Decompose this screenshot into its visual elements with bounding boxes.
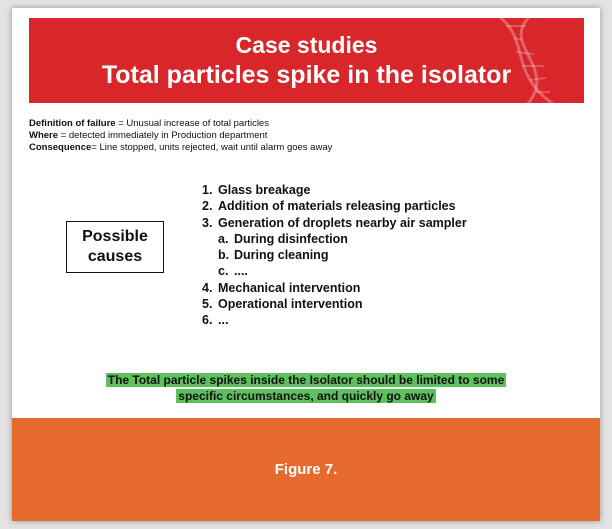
highlighted-note: [12, 373, 600, 404]
figure-footer: [12, 418, 600, 521]
figure-caption: Figure 7.: [274, 461, 338, 478]
consequence-label: Consequence: [29, 142, 92, 153]
definition-row: [29, 118, 569, 130]
causes-box-line1: Possible: [82, 228, 148, 245]
consequence-row: [29, 142, 569, 154]
figure-card: [12, 8, 600, 521]
causes-list: [202, 182, 467, 329]
list-subitem: a. During disinfection: [218, 231, 348, 246]
list-subitem: b. During cleaning: [218, 248, 329, 263]
slide-subtitle: Total particles spike in the isolator: [101, 61, 512, 89]
list-item: 3. Generation of droplets nearby air sampler: [202, 215, 467, 230]
list-item: 1. Glass breakage: [202, 183, 311, 197]
title-banner: [29, 18, 584, 103]
list-item: 2. Addition of materials releasing particles: [202, 199, 456, 214]
slide-title: Case studies: [235, 32, 378, 58]
where-row: [29, 130, 569, 142]
list-item: 6. ...: [202, 313, 229, 328]
list-item: 5. Operational intervention: [202, 297, 363, 312]
definitions-block: [29, 118, 569, 154]
list-subitem: c. ....: [218, 264, 248, 279]
causes-box-line2: causes: [87, 248, 143, 265]
note-line2: specific circumstances, and quickly go away: [178, 388, 434, 403]
possible-causes-box: [66, 221, 164, 273]
where-label: Where: [29, 130, 59, 141]
consequence-text: = Line stopped, units rejected, wait until alarm goes away: [91, 142, 333, 153]
list-item: 4. Mechanical intervention: [202, 280, 361, 295]
where-text: = detected immediately in Production department: [58, 130, 268, 141]
definition-label: Definition of failure: [29, 118, 116, 129]
definition-text: = Unusual increase of total particles: [115, 118, 269, 129]
note-line1: The Total particle spikes inside the Isolator should be limited to some: [107, 373, 505, 387]
